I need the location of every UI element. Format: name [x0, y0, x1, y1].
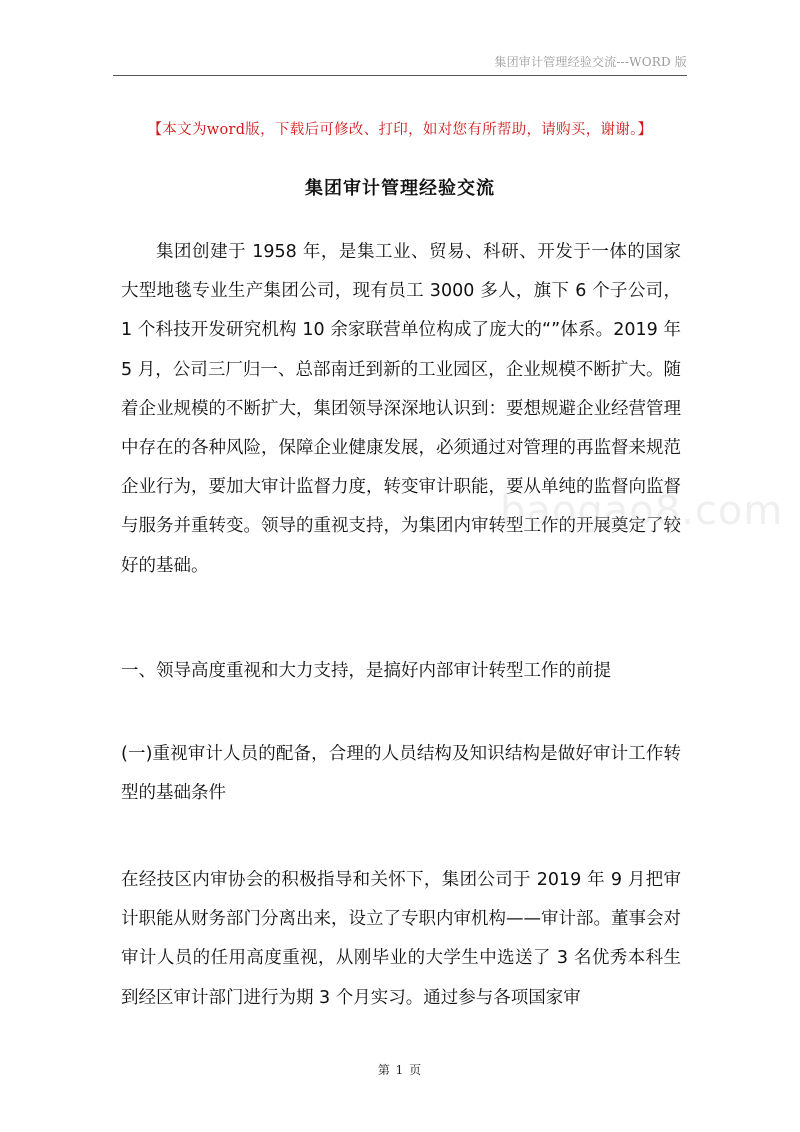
section-heading-1: 一、领导高度重视和大力支持，是搞好内部审计转型工作的前提 — [121, 661, 611, 681]
header-divider — [113, 75, 687, 76]
intro-paragraph: 集团创建于 1958 年，是集工业、贸易、科研、开发于一体的国家大型地毯专业生产集团公司，现有员工 3000 多人，旗下 6 个子公司，1 个科技开发研究机构 10 余家联营单位构成了庞大的“”体系。2019 年 5 月，公司三厂归一、总部南迁到新的工业园区，企业规模不断扩大。随着企业规模的不断扩大，集团领导深深地认识到：要想规避企业经营管理中存在的各种风险，保障企业健康发展，必须通过对管理的再监督来规范企业行为，要加大审计监督力度，转变审计职能，要从单纯的监督向监督与服务并重转变。领导的重视支持，为集团内审转型工作的开展奠定了较好的基础。 — [121, 242, 681, 576]
page-number: 第 1 页 — [377, 1063, 423, 1077]
document-title: 集团审计管理经验交流 — [305, 178, 495, 199]
subsection-heading-1: (一)重视审计人员的配备，合理的人员结构及知识结构是做好审计工作转型的基础条件 — [121, 744, 681, 804]
download-notice: 【本文为word版，下载后可修改、打印，如对您有所帮助，请购买，谢谢。】 — [147, 122, 653, 138]
watermark: baogao8.com — [500, 488, 784, 534]
page-header-title: 集团审计管理经验交流---WORD 版 — [494, 55, 687, 69]
body-paragraph-2: 在经技区内审协会的积极指导和关怀下，集团公司于 2019 年 9 月把审计职能从财务部门分离出来，设立了专职内审机构——审计部。董事会对审计人员的任用高度重视，从刚毕业的大学生中选送了 3 名优秀本科生到经区审计部门进行为期 3 个月实习。通过参与各项国家审 — [121, 870, 681, 1008]
